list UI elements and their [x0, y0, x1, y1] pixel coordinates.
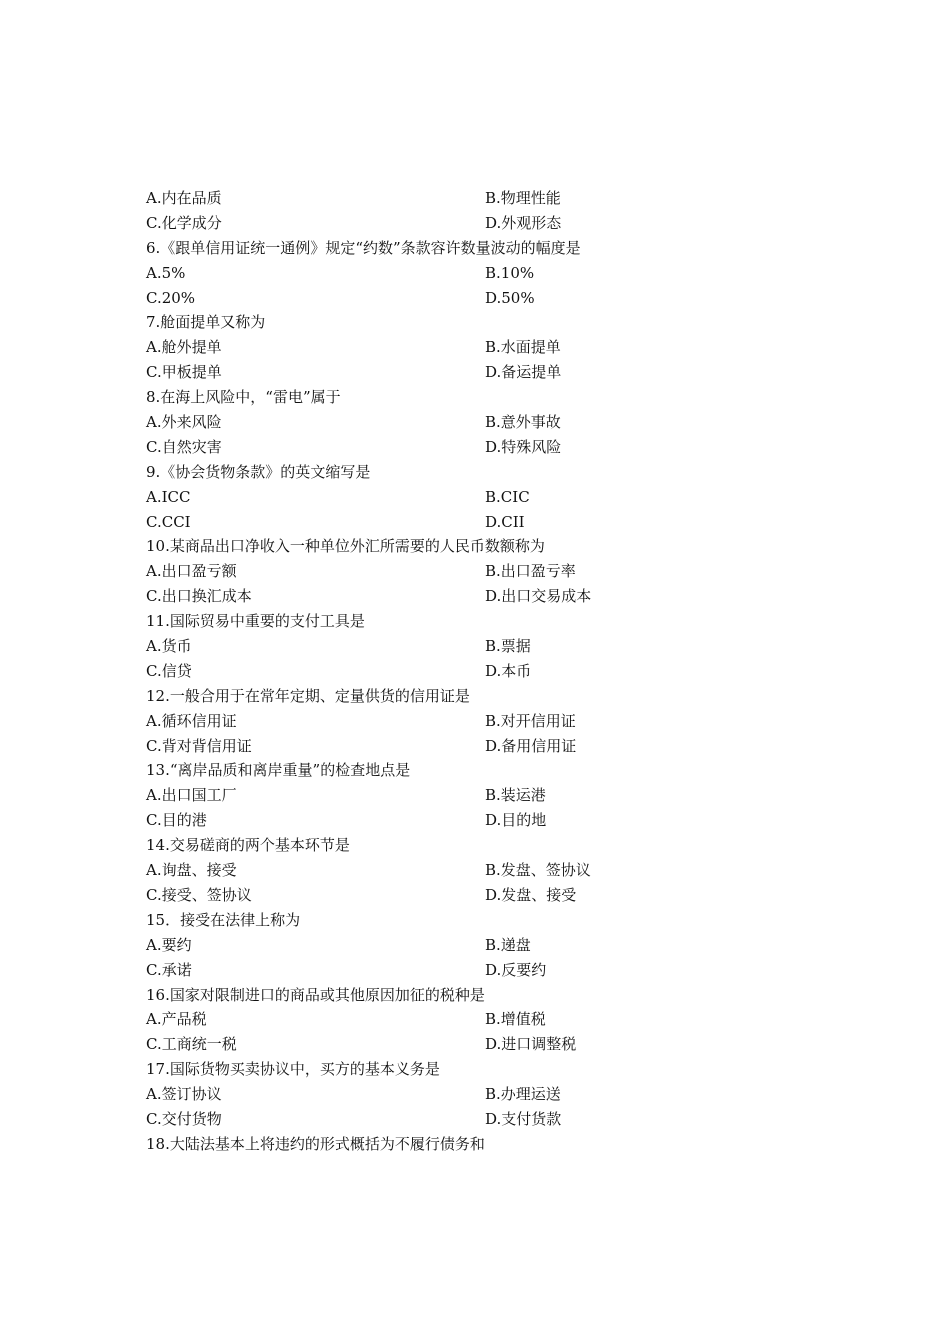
option-row — [146, 634, 846, 659]
option-left: C.信贷 — [146, 661, 192, 680]
option-right: D.特殊风险 — [485, 437, 562, 456]
exam-page — [146, 186, 846, 1157]
option-row — [146, 335, 846, 360]
option-right: D.外观形态 — [485, 213, 562, 232]
question-text: 6.《跟单信用证统一通例》规定“约数”条款容许数量波动的幅度是 — [146, 238, 581, 257]
option-right: B.发盘、签协议 — [485, 861, 591, 880]
option-right: B.增值税 — [485, 1010, 546, 1029]
question-text: 8.在海上风险中，“雷电”属于 — [146, 388, 341, 407]
option-row — [146, 1082, 846, 1107]
option-left: C.CCI — [146, 512, 191, 531]
question-text: 10.某商品出口净收入一种单位外汇所需要的人民币数额称为 — [146, 537, 545, 556]
option-left: C.交付货物 — [146, 1109, 222, 1128]
option-row — [146, 485, 846, 510]
option-row — [146, 783, 846, 808]
option-right: B.意外事故 — [485, 413, 561, 432]
option-row — [146, 410, 846, 435]
option-right: D.发盘、接受 — [485, 885, 577, 904]
option-left: A.5% — [146, 263, 186, 282]
option-row — [146, 584, 846, 609]
option-row — [146, 734, 846, 759]
option-row — [146, 261, 846, 286]
option-left: A.出口盈亏额 — [146, 562, 237, 581]
option-right: D.支付货款 — [485, 1109, 562, 1128]
question-text: 18.大陆法基本上将违约的形式概括为不履行债务和 — [146, 1134, 485, 1153]
option-right: B.物理性能 — [485, 189, 561, 207]
option-row — [146, 435, 846, 460]
question-stem — [146, 1132, 846, 1157]
option-left: A.询盘、接受 — [146, 861, 237, 880]
option-right: D.50% — [485, 288, 535, 307]
option-row — [146, 1032, 846, 1057]
option-row — [146, 1007, 846, 1032]
option-right: B.装运港 — [485, 786, 546, 805]
question-stem — [146, 983, 846, 1008]
option-left: A.签订协议 — [146, 1085, 222, 1104]
option-right: D.备运提单 — [485, 363, 562, 382]
option-row — [146, 883, 846, 908]
option-right: D.反要约 — [485, 960, 547, 979]
option-right: D.目的地 — [485, 811, 547, 830]
question-stem — [146, 758, 846, 783]
question-stem — [146, 385, 846, 410]
option-row — [146, 709, 846, 734]
option-left: A.舱外提单 — [146, 338, 222, 357]
question-stem — [146, 236, 846, 261]
option-right: B.10% — [485, 263, 535, 282]
option-row — [146, 186, 846, 211]
option-left: A.出口国工厂 — [146, 786, 237, 805]
question-stem — [146, 460, 846, 485]
option-left: A.内在品质 — [146, 189, 222, 207]
option-right: D.CII — [485, 512, 525, 531]
option-left: C.目的港 — [146, 811, 207, 830]
option-left: C.承诺 — [146, 960, 192, 979]
question-text: 17.国际货物买卖协议中，买方的基本义务是 — [146, 1060, 440, 1079]
option-right: B.水面提单 — [485, 338, 561, 357]
question-text: 12.一般合用于在常年定期、定量供货的信用证是 — [146, 686, 470, 705]
option-left: A.ICC — [146, 487, 191, 506]
option-right: D.本币 — [485, 661, 532, 680]
option-row — [146, 286, 846, 311]
option-row — [146, 808, 846, 833]
option-right: B.递盘 — [485, 935, 531, 954]
option-right: B.出口盈亏率 — [485, 562, 576, 581]
question-stem — [146, 310, 846, 335]
option-row — [146, 360, 846, 385]
option-row — [146, 858, 846, 883]
question-text: 13.“离岸品质和离岸重量”的检查地点是 — [146, 761, 411, 780]
question-stem — [146, 609, 846, 634]
question-text: 7.舱面提单又称为 — [146, 313, 266, 332]
option-row — [146, 933, 846, 958]
question-text: 11.国际贸易中重要的支付工具是 — [146, 612, 365, 631]
option-left: A.货币 — [146, 637, 192, 656]
option-left: A.要约 — [146, 935, 192, 954]
option-right: B.CIC — [485, 487, 530, 506]
option-right: B.办理运送 — [485, 1085, 561, 1104]
option-left: A.循环信用证 — [146, 711, 237, 730]
question-text: 15．接受在法律上称为 — [146, 910, 301, 929]
option-left: C.20% — [146, 288, 196, 307]
option-right: D.出口交易成本 — [485, 587, 592, 606]
option-row — [146, 211, 846, 236]
option-right: D.备用信用证 — [485, 736, 577, 755]
option-right: B.票据 — [485, 637, 531, 656]
option-left: C.接受、签协议 — [146, 885, 252, 904]
question-stem — [146, 1057, 846, 1082]
option-row — [146, 958, 846, 983]
question-text: 9.《协会货物条款》的英文缩写是 — [146, 462, 371, 481]
option-left: C.出口换汇成本 — [146, 587, 252, 606]
option-left: A.外来风险 — [146, 413, 222, 432]
option-left: C.甲板提单 — [146, 363, 222, 382]
option-left: A.产品税 — [146, 1010, 207, 1029]
option-right: B.对开信用证 — [485, 711, 576, 730]
option-left: C.背对背信用证 — [146, 736, 252, 755]
option-row — [146, 659, 846, 684]
question-stem — [146, 833, 846, 858]
question-text: 14.交易磋商的两个基本环节是 — [146, 836, 350, 855]
question-stem — [146, 534, 846, 559]
option-right: D.进口调整税 — [485, 1035, 577, 1054]
question-stem — [146, 908, 846, 933]
option-left: C.自然灾害 — [146, 437, 222, 456]
option-row — [146, 1107, 846, 1132]
option-left: C.工商统一税 — [146, 1035, 237, 1054]
option-row — [146, 510, 846, 535]
question-stem — [146, 684, 846, 709]
question-text: 16.国家对限制进口的商品或其他原因加征的税种是 — [146, 985, 485, 1004]
option-row — [146, 559, 846, 584]
option-left: C.化学成分 — [146, 213, 222, 232]
